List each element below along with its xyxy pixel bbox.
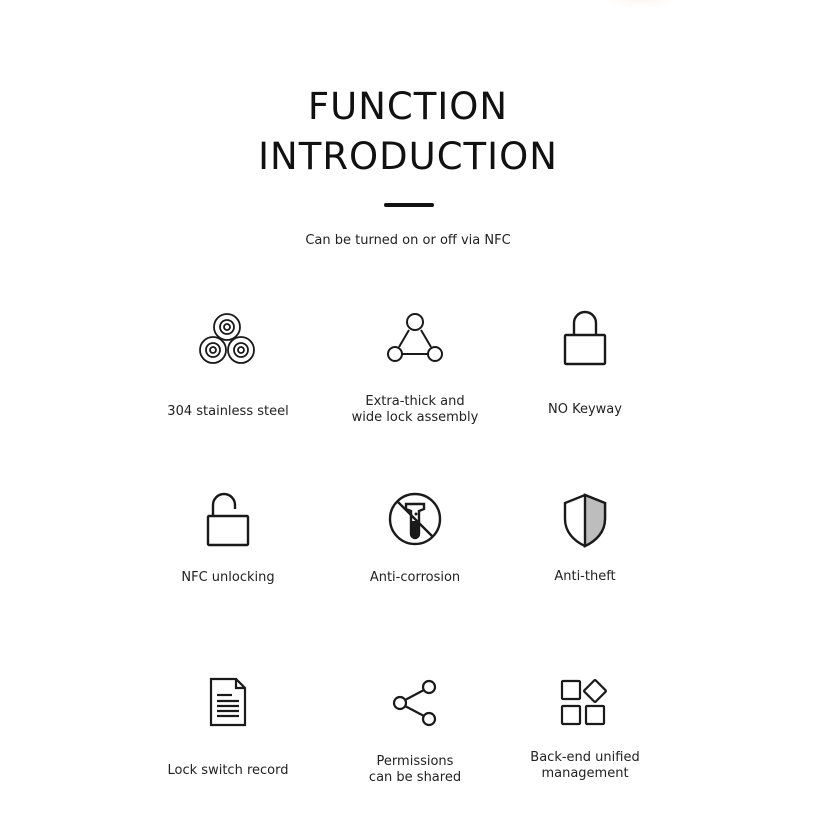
dashboard-tiles-icon xyxy=(559,676,611,728)
page-title-line-1: FUNCTION xyxy=(307,85,509,128)
no-corrosion-icon xyxy=(385,489,445,549)
document-icon xyxy=(208,676,248,728)
page-title-line-2: INTRODUCTION xyxy=(258,135,558,178)
feature-label: Anti-corrosion xyxy=(369,570,461,585)
feature-label: NO Keyway xyxy=(548,402,622,417)
feature-label: 304 stainless steel xyxy=(167,404,289,419)
decorative-corner-glow xyxy=(596,0,686,10)
feature-label: Back-end unified management xyxy=(530,750,640,781)
title-divider xyxy=(384,203,434,207)
feature-label: NFC unlocking xyxy=(181,570,275,585)
share-icon xyxy=(390,678,440,728)
page-subtitle: Can be turned on or off via NFC xyxy=(305,233,511,248)
open-padlock-icon xyxy=(205,491,251,547)
feature-label: Permissions can be shared xyxy=(368,754,462,785)
shield-icon xyxy=(560,491,610,549)
feature-label: Anti-theft xyxy=(554,569,616,584)
feature-label: Extra-thick and wide lock assembly xyxy=(351,394,479,425)
steel-coils-icon xyxy=(196,310,260,366)
triangle-nodes-icon xyxy=(385,310,445,366)
padlock-icon xyxy=(562,308,608,368)
feature-label: Lock switch record xyxy=(167,763,289,778)
